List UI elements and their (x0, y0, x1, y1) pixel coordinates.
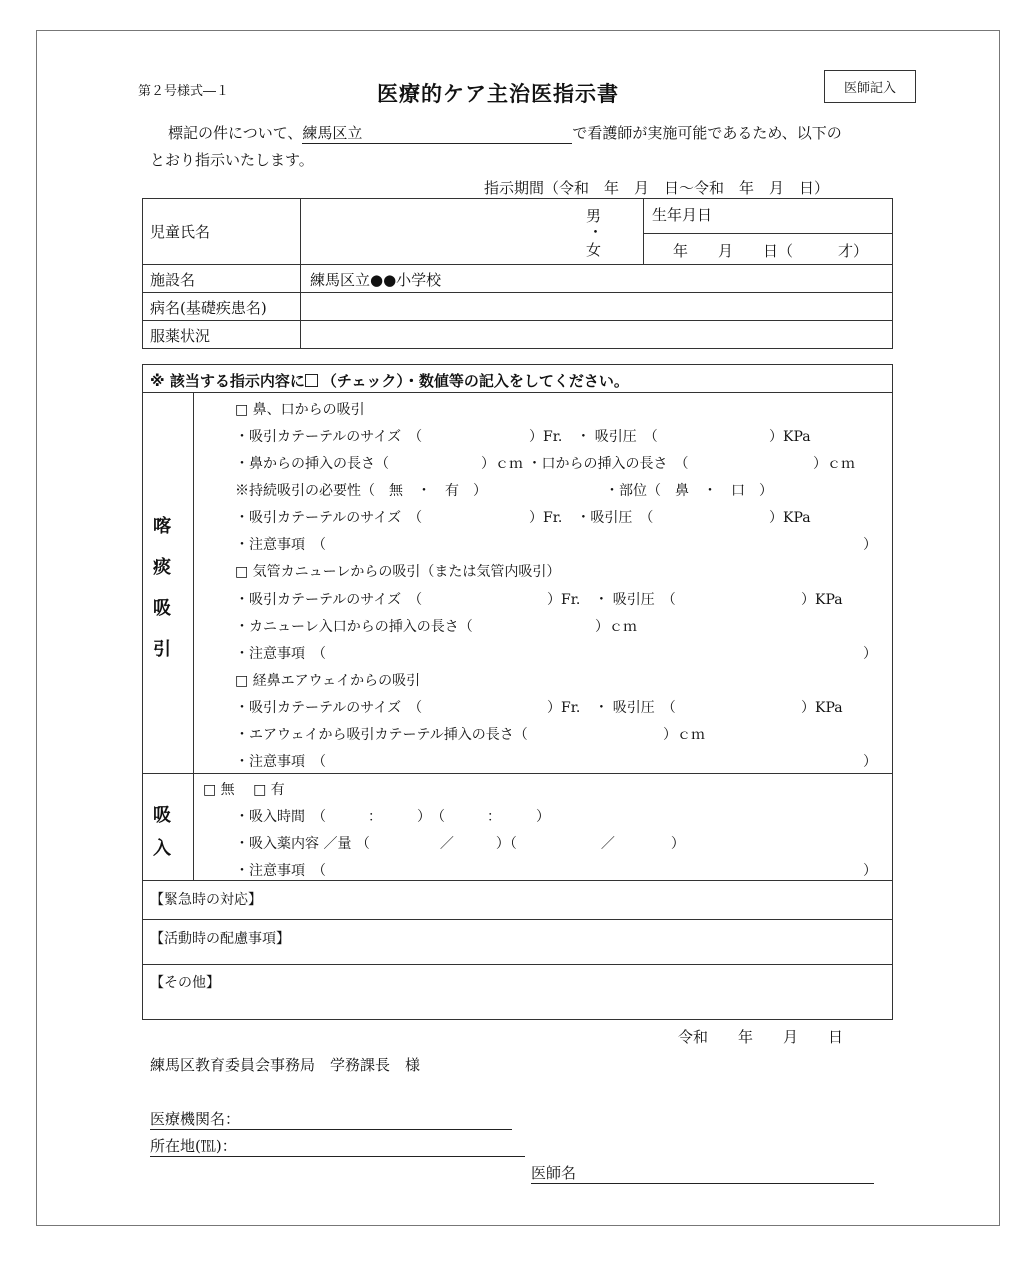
suction-label-char-4: 引 (153, 639, 171, 660)
inhalation-time: ・吸入時間 （ ： ） （ ： ） (235, 809, 550, 825)
doctor-fill-badge: 医師記入 (824, 70, 916, 103)
medication-label: 服薬状況 (150, 327, 211, 345)
emergency-section: 【緊急時の対応】 (150, 892, 262, 908)
birthdate-field[interactable]: 年 月 日（ 才） (673, 242, 869, 260)
intro-line-2: とおり指示いたします。 (150, 151, 314, 169)
checkbox-icon (305, 374, 318, 387)
birthdate-label: 生年月日 (652, 206, 713, 224)
inhalation-label-char-1: 吸 (153, 805, 171, 826)
child-name-label: 児童氏名 (150, 223, 211, 241)
medication-field[interactable] (304, 323, 888, 345)
inhalation-label-char-2: 入 (153, 838, 171, 859)
addressee: 練馬区教育委員会事務局 学務課長 様 (150, 1056, 421, 1074)
check-instruction: ※ 該当する指示内容に （チェック）・数値等の記入をしてください。 (150, 372, 629, 390)
sex-separator: ・ (588, 223, 604, 241)
activity-section: 【活動時の配慮事項】 (150, 931, 290, 947)
facility-label: 施設名 (150, 271, 196, 289)
disease-label: 病名(基礎疾患名) (150, 299, 267, 317)
page-title: 医療的ケア主治医指示書 (377, 82, 619, 106)
suction-label-char-2: 痰 (153, 557, 171, 578)
intro-line-1: 標記の件について、練馬区立 で看護師が実施可能であるため、以下の (168, 124, 842, 142)
inhalation-drug: ・吸入薬内容 ／量 （ ／ ）（ ／ ） (235, 836, 685, 852)
facility-value[interactable]: 練馬区立●●小学校 (310, 271, 442, 289)
sex-male[interactable]: 男 (586, 207, 602, 225)
inhalation-choice[interactable]: □ 無 □ 有 (203, 782, 285, 798)
instruction-period: 指示期間（令和 年 月 日～令和 年 月 日） (484, 179, 830, 197)
suction-label-char-1: 喀 (153, 516, 171, 537)
disease-field[interactable] (304, 295, 888, 317)
school-name-field[interactable]: 練馬区立 (302, 122, 572, 144)
sex-female[interactable]: 女 (586, 241, 602, 259)
address-field[interactable]: 所在地(℡)： (150, 1135, 525, 1157)
signature-date: 令和 年 月 日 (678, 1028, 844, 1046)
other-section: 【その他】 (150, 975, 220, 991)
form-number: 第２号様式―１ (138, 84, 230, 99)
institution-field[interactable]: 医療機関名： (150, 1108, 512, 1130)
suction-label-char-3: 吸 (153, 598, 171, 619)
doctor-name-field[interactable]: 医師名 (531, 1162, 874, 1184)
